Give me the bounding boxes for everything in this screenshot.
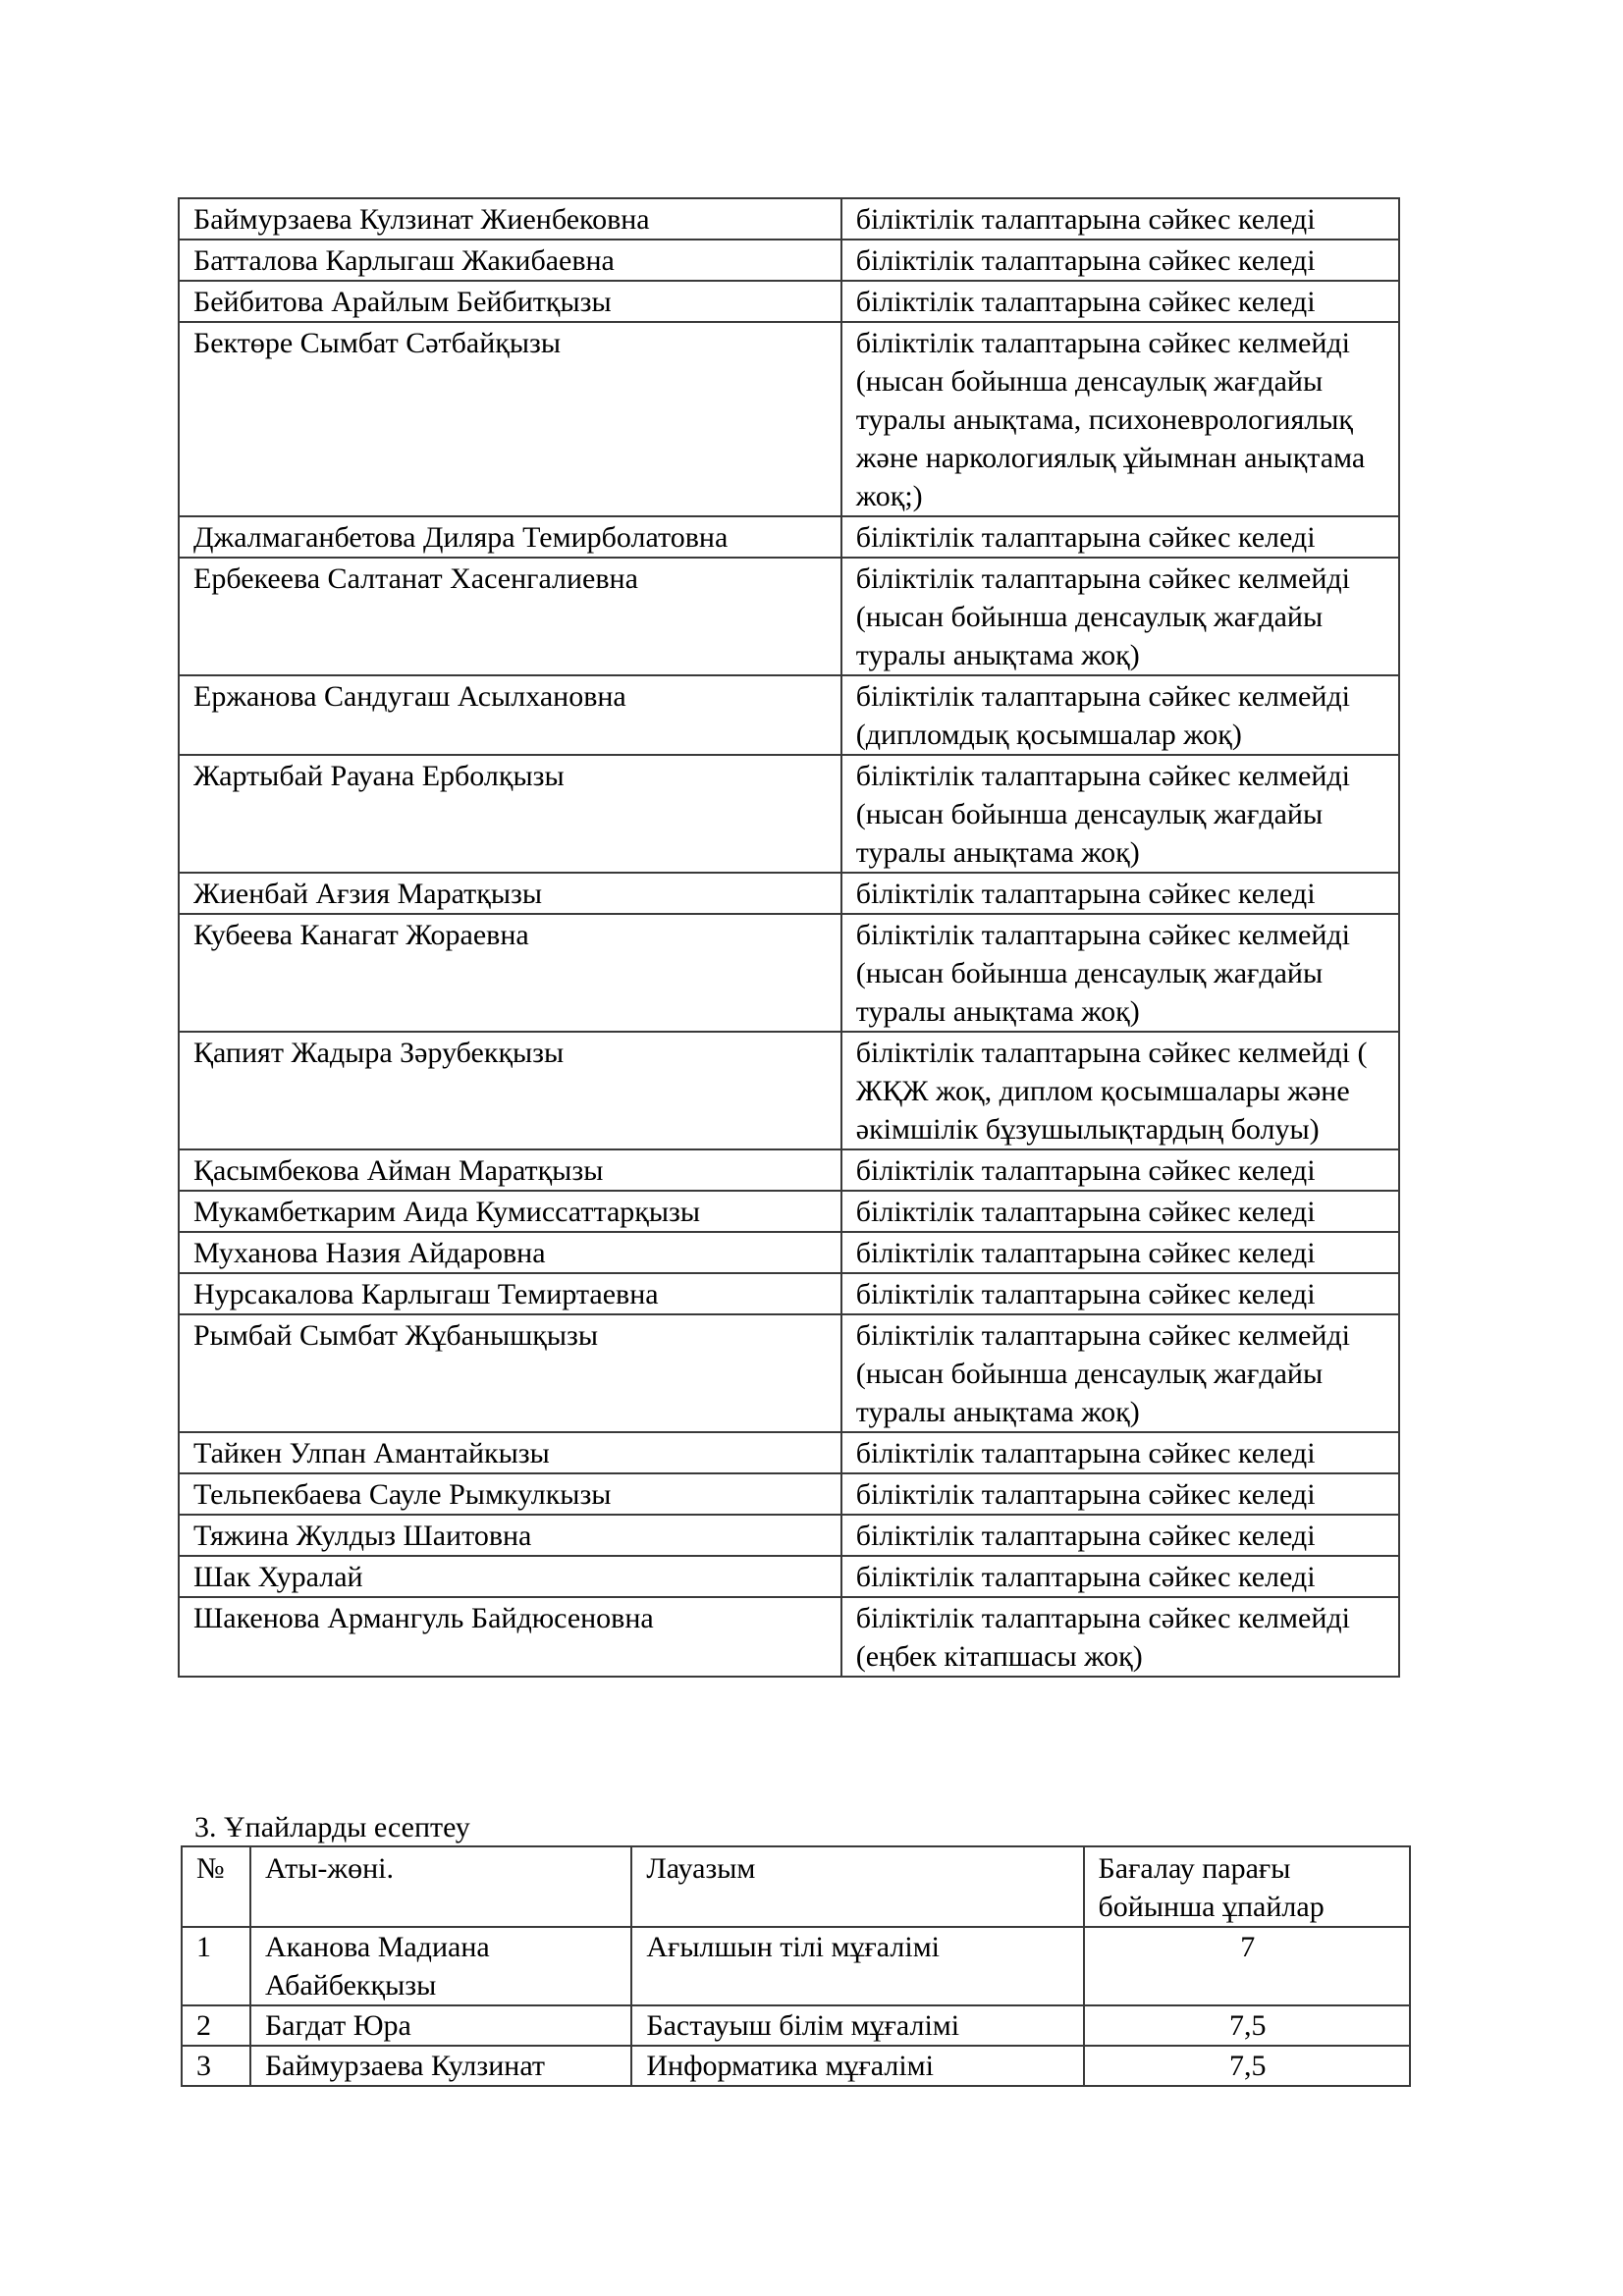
header-number: № <box>182 1846 250 1927</box>
candidate-name: Нурсакалова Карлыгаш Темиртаевна <box>179 1273 841 1314</box>
table-row <box>179 240 1399 281</box>
position: Информатика мұғалімі <box>631 2046 1083 2086</box>
candidate-name: Ержанова Сандугаш Асылхановна <box>179 675 841 755</box>
candidate-name: Жартыбай Рауана Ерболқызы <box>179 755 841 873</box>
qualification-status: біліктілік талаптарына сәйкес келмейді (нысан бойынша денсаулық жағдайы туралы анықтама жоқ) <box>841 558 1399 675</box>
candidate-name: Шакенова Армангуль Байдюсеновна <box>179 1597 841 1677</box>
table-row <box>179 1556 1399 1597</box>
candidate-name: Батталова Карлыгаш Жакибаевна <box>179 240 841 281</box>
qualification-table-body <box>179 198 1399 1677</box>
qualification-status: біліктілік талаптарына сәйкес келеді <box>841 281 1399 322</box>
section-title: 3. Ұпайларды есептеу <box>194 1811 470 1843</box>
qualification-status: біліктілік талаптарына сәйкес келеді <box>841 1473 1399 1515</box>
score: 7 <box>1084 1927 1410 2005</box>
qualification-status: біліктілік талаптарына сәйкес келеді <box>841 198 1399 240</box>
table-row <box>179 516 1399 558</box>
table-row <box>182 1927 1410 2005</box>
candidate-name: Муханова Назия Айдаровна <box>179 1232 841 1273</box>
candidate-name: Қасымбекова Айман Маратқызы <box>179 1149 841 1191</box>
row-number: 3 <box>182 2046 250 2086</box>
qualification-status: біліктілік талаптарына сәйкес келмейді (нысан бойынша денсаулық жағдайы туралы анықтама жоқ) <box>841 755 1399 873</box>
score: 7,5 <box>1084 2005 1410 2046</box>
qualification-status: біліктілік талаптарына сәйкес келеді <box>841 240 1399 281</box>
header-score: Бағалау парағы бойынша ұпайлар <box>1084 1846 1410 1927</box>
candidate-name: Шак Хуралай <box>179 1556 841 1597</box>
table-row <box>179 1232 1399 1273</box>
table-row <box>179 873 1399 914</box>
position: Ағылшын тілі мұғалімі <box>631 1927 1083 2005</box>
table-row <box>179 1032 1399 1149</box>
position: Бастауыш білім мұғалімі <box>631 2005 1083 2046</box>
table-row <box>179 558 1399 675</box>
candidate-name: Кубеева Канагат Жораевна <box>179 914 841 1032</box>
candidate-name: Рымбай Сымбат Жұбанышқызы <box>179 1314 841 1432</box>
scores-table <box>181 1845 1411 2087</box>
candidate-name: Бейбитова Арайлым Бейбитқызы <box>179 281 841 322</box>
qualification-status: біліктілік талаптарына сәйкес келмейді ( ЖҚЖ жоқ, диплом қосымшалары және әкімшілік бұзушылықтардың болуы) <box>841 1032 1399 1149</box>
candidate-name: Қапият Жадыра Зәрубекқызы <box>179 1032 841 1149</box>
candidate-name: Жиенбай Ағзия Маратқызы <box>179 873 841 914</box>
table-row <box>179 1597 1399 1677</box>
qualification-status: біліктілік талаптарына сәйкес келмейді (дипломдық қосымшалар жоқ) <box>841 675 1399 755</box>
candidate-name: Тельпекбаева Сауле Рымкулкызы <box>179 1473 841 1515</box>
qualification-status: біліктілік талаптарына сәйкес келмейді (нысан бойынша денсаулық жағдайы туралы анықтама жоқ) <box>841 914 1399 1032</box>
table-row <box>179 322 1399 516</box>
qualification-status: біліктілік талаптарына сәйкес келеді <box>841 1432 1399 1473</box>
qualification-status: біліктілік талаптарына сәйкес келеді <box>841 873 1399 914</box>
score: 7,5 <box>1084 2046 1410 2086</box>
table-row <box>179 1191 1399 1232</box>
table-row <box>179 675 1399 755</box>
candidate-name: Багдат Юра <box>250 2005 631 2046</box>
table-row <box>182 2005 1410 2046</box>
table-row <box>179 1473 1399 1515</box>
scores-header-row <box>182 1846 1410 1927</box>
table-row <box>179 1314 1399 1432</box>
qualification-table <box>178 197 1400 1678</box>
qualification-status: біліктілік талаптарына сәйкес келеді <box>841 1273 1399 1314</box>
candidate-name: Аканова Мадиана Абайбекқызы <box>250 1927 631 2005</box>
qualification-status: біліктілік талаптарына сәйкес келмейді (нысан бойынша денсаулық жағдайы туралы анықтама жоқ) <box>841 1314 1399 1432</box>
qualification-status: біліктілік талаптарына сәйкес келеді <box>841 1515 1399 1556</box>
header-position: Лауазым <box>631 1846 1083 1927</box>
candidate-name: Ербекеева Салтанат Хасенгалиевна <box>179 558 841 675</box>
candidate-name: Тяжина Жулдыз Шаитовна <box>179 1515 841 1556</box>
table-row <box>179 914 1399 1032</box>
table-row <box>179 1149 1399 1191</box>
table-row <box>179 198 1399 240</box>
qualification-status: біліктілік талаптарына сәйкес келеді <box>841 516 1399 558</box>
header-name: Аты-жөні. <box>250 1846 631 1927</box>
candidate-name: Джалмаганбетова Диляра Темирболатовна <box>179 516 841 558</box>
row-number: 1 <box>182 1927 250 2005</box>
candidate-name: Тайкен Улпан Амантайкызы <box>179 1432 841 1473</box>
qualification-status: біліктілік талаптарына сәйкес келеді <box>841 1232 1399 1273</box>
table-row <box>182 2046 1410 2086</box>
qualification-status: біліктілік талаптарына сәйкес келмейді (еңбек кітапшасы жоқ) <box>841 1597 1399 1677</box>
table-row <box>179 281 1399 322</box>
candidate-name: Баймурзаева Кулзинат Жиенбековна <box>179 198 841 240</box>
qualification-status: біліктілік талаптарына сәйкес келеді <box>841 1149 1399 1191</box>
table-row <box>179 1432 1399 1473</box>
candidate-name: Мукамбеткарим Аида Кумиссаттарқызы <box>179 1191 841 1232</box>
candidate-name: Бектөре Сымбат Сәтбайқызы <box>179 322 841 516</box>
qualification-status: біліктілік талаптарына сәйкес келеді <box>841 1556 1399 1597</box>
candidate-name: Баймурзаева Кулзинат <box>250 2046 631 2086</box>
table-row <box>179 1515 1399 1556</box>
table-row <box>179 755 1399 873</box>
row-number: 2 <box>182 2005 250 2046</box>
qualification-status: біліктілік талаптарына сәйкес келеді <box>841 1191 1399 1232</box>
scores-table-body <box>182 1927 1410 2086</box>
table-row <box>179 1273 1399 1314</box>
qualification-status: біліктілік талаптарына сәйкес келмейді (нысан бойынша денсаулық жағдайы туралы анықтама, психоневрологиялық және наркологиялық ұйымнан анықтама жоқ;) <box>841 322 1399 516</box>
